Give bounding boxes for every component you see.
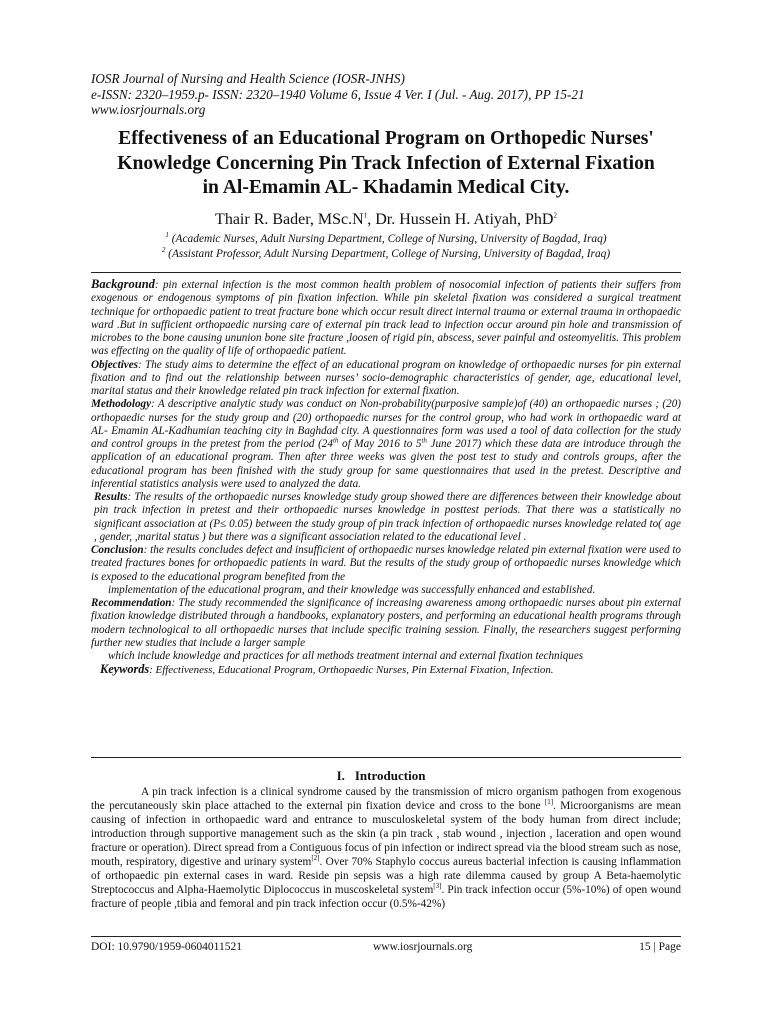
intro-text-3: . Over 70% Staphylo coccus aureus bacterial infection is causing inflammation of orthopaedic pin external cases in ward. Reside pin sepsis was a high rate dilemma caused by group A Beta-haemolytic Streptococcus and Alpha-Haemolytic Diplococcus in muscoskeletal system bbox=[91, 856, 681, 896]
title-line-1: Effectiveness of an Educational Program on Orthopedic Nurses' bbox=[118, 128, 654, 149]
title-line-3: in Al-Emamin AL- Khadamin Medical City. bbox=[202, 177, 570, 198]
methodology-sup-2: th bbox=[421, 436, 427, 445]
affiliation-2-text: (Assistant Professor, Adult Nursing Department, College of Nursing, University of Bagdad, Iraq) bbox=[165, 248, 611, 260]
results-text: : The results of the orthopaedic nurses knowledge study group showed there are differences between their knowledge about pin track infection in pretest and their orthopaedic nurses knowledge in posttest periods. That there was a statistically no significant association at (P≤ 0.05) between the study group of pin track infection of orthopaedic nurses knowledge related to( age , gender, ,marital status ) but there was a significant association related to the educational level . bbox=[94, 491, 681, 543]
recommendation-label: Recommendation bbox=[91, 597, 172, 609]
intro-text-2: . Microorganisms are mean causing of infection in orthopaedic ward and entrance to musculoskeletal system of the body human from direct include; introduction through supportive management such as the skin (a pin track , stab wound , injection , laceration and open wound fracture or operation). Direct spread from a Contiguous focus of pin infection or indirect spread via the blood stream such as nose, mouth, respiratory, digestive and urinary system bbox=[91, 800, 681, 868]
author-separator: , bbox=[367, 211, 376, 228]
abstract bbox=[91, 278, 681, 678]
author-2-affil-mark: 2 bbox=[553, 211, 557, 220]
affiliation-1-mark: 1 bbox=[165, 231, 169, 240]
abstract-conclusion bbox=[91, 544, 681, 584]
citation-3[interactable]: [3] bbox=[433, 882, 442, 891]
background-text: : pin external infection is the most common health problem of nosocomial infection of patients their suffers from exogenous or endogenous symptoms of pin fixation infection. While pin skeletal fixation was considered a surgical treatment technique for orthopaedic patient to treat fracture bone which occur result direct internal trauma or external trauma in orthopaedic ward .But in sufficient orthopaedic nursing care of external pin track lead to infection occur around pin hole and transmission of microbes to the bone causing ununion bone site fracture ,loosen of rigid pin, abscess, sever painful and osteomyelitis. This problem was effecting on the quality of life of orthopaedic patient. bbox=[91, 279, 681, 358]
intro-text-1: A pin track infection is a clinical syndrome caused by the transmission of micro organism pathogen from exogenous the percutaneously skin place attached to the external pin fixation device and cross to the bone bbox=[91, 786, 681, 812]
author-1: Thair R. Bader, MSc.N bbox=[215, 211, 364, 228]
citation-2[interactable]: [2] bbox=[311, 854, 320, 863]
footer-page-number: 15 | Page bbox=[639, 941, 681, 953]
abstract-background bbox=[91, 278, 681, 359]
conclusion-label: Conclusion bbox=[91, 544, 144, 556]
footer-rule bbox=[91, 936, 681, 937]
conclusion-text-b: implementation of the educational program, and their knowledge was successfully enhanced and established. bbox=[108, 583, 596, 596]
citation-1[interactable]: [1] bbox=[544, 798, 554, 807]
introduction-paragraph bbox=[91, 785, 681, 911]
abstract-results bbox=[91, 491, 681, 544]
abstract-bottom-rule bbox=[91, 757, 681, 758]
footer-website[interactable]: www.iosrjournals.org bbox=[373, 941, 473, 953]
affiliation-2 bbox=[91, 247, 681, 262]
affiliations bbox=[91, 232, 681, 262]
abstract-objectives bbox=[91, 359, 681, 399]
conclusion-text-a: : the results concludes defect and insufficient of orthopaedic nurses knowledge related pin external fixation were used to treated fractures bones for orthopaedic patients in ward. But the results of the study group of orthopaedic nurses knowledge which is exposed to the educational program benefited from the bbox=[91, 544, 681, 583]
recommendation-text-b: which include knowledge and practices for all methods treatment internal and external fixation techniques bbox=[108, 650, 584, 662]
abstract-keywords bbox=[91, 663, 681, 677]
background-label: Background bbox=[91, 277, 155, 291]
journal-name: IOSR Journal of Nursing and Health Science (IOSR-JNHS) bbox=[91, 71, 405, 86]
abstract-conclusion-cont bbox=[91, 584, 681, 597]
methodology-text-c: June 2017) which these data are introduce through the application of an educational program. Then after three weeks was given the post test to study and controls groups, after the educational program has been finished with the study group for same questionnaires that used in the pretest. Descriptive and inferential statistics analysis were used to analyzed the data. bbox=[91, 438, 681, 490]
results-label: Results bbox=[94, 491, 128, 503]
author-1-affil-mark: 1 bbox=[363, 211, 368, 220]
section-number: I. bbox=[336, 768, 345, 783]
journal-header bbox=[91, 71, 681, 118]
methodology-label: Methodology bbox=[91, 398, 152, 411]
methodology-text-b: of May 2016 to 5 bbox=[338, 438, 422, 450]
title-line-2: Knowledge Concerning Pin Track Infection of External Fixation bbox=[117, 152, 655, 174]
methodology-text-a: : A descriptive analytic study was conduct on Non-probability(purposive sample)of (40) an orthopaedic nurses ; (20) orthopaedic nurses for the study group and (20) orthopaedic nurses for the control group, who had work in orthopaedic ward at AL- Emamin AL-Kadhumian teaching city in Baghdad city. A questionnaires form was used a tool of data collection for the study and control groups in the pretest from the period (24 bbox=[91, 398, 681, 450]
recommendation-text-a: : The study recommended the significance of increasing awareness among orthopaedic nurses about pin external fixation knowledge distributed through a handbooks, explanatory posters, and performing an educational health programs through modern technological to all orthopaedic nurses that include specific training session. Finally, the researchers suggest performing further new studies that include a larger sample bbox=[91, 597, 681, 649]
footer-doi[interactable]: DOI: 10.9790/1959-0604011521 bbox=[91, 941, 242, 953]
introduction-body bbox=[91, 785, 681, 911]
intro-text-4: . Pin track infection occur (5%-10%) of open wound fracture of people ,tibia and femoral and pin track infection occur (0.5%-42%) bbox=[91, 884, 681, 910]
author-2: Dr. Hussein H. Atiyah, PhD bbox=[375, 211, 554, 228]
journal-issn: e-ISSN: 2320–1959.p- ISSN: 2320–1940 Volume 6, Issue 4 Ver. I (Jul. - Aug. 2017), PP 15-21 bbox=[91, 86, 585, 102]
objectives-text: : The study aims to determine the effect of an educational program on knowledge of orthopaedic nurses for pin external fixation and to find out the relationship between nurses’ socio-demographic characteristics of gender, age, educational level, marital status and their knowledge related pin track infection for external fixation. bbox=[91, 358, 681, 397]
abstract-recommendation bbox=[91, 597, 681, 650]
abstract-methodology bbox=[91, 398, 681, 491]
affiliation-2-mark: 2 bbox=[161, 246, 166, 255]
methodology-sup-1: th bbox=[332, 436, 339, 445]
affiliation-1-text: (Academic Nurses, Adult Nursing Department, College of Nursing, University of Bagdad, Iraq) bbox=[168, 233, 607, 245]
section-heading-introduction bbox=[91, 768, 681, 784]
affiliation-1 bbox=[91, 232, 681, 247]
abstract-top-rule bbox=[91, 272, 681, 273]
keywords-label: Keywords bbox=[100, 662, 150, 677]
keywords-text: : Effectiveness, Educational Program, Orthopaedic Nurses, Pin External Fixation, Infection. bbox=[149, 664, 554, 677]
abstract-recommendation-cont bbox=[91, 650, 681, 663]
section-heading-text: Introduction bbox=[354, 768, 426, 783]
paper-title bbox=[91, 127, 681, 201]
objectives-label: Objectives bbox=[91, 358, 139, 371]
author-list bbox=[91, 210, 681, 230]
journal-url[interactable]: www.iosrjournals.org bbox=[91, 102, 206, 117]
